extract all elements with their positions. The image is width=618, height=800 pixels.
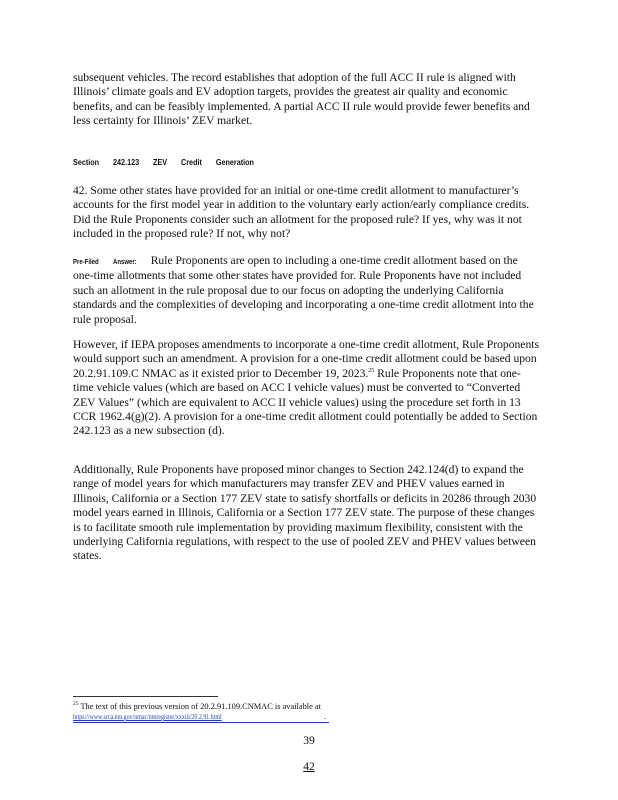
section-heading xyxy=(73,157,328,167)
footnote-link-underline xyxy=(73,722,329,723)
paragraph-iepa-amendment xyxy=(73,338,541,439)
filed-page-number-text: 42 xyxy=(303,760,315,773)
section-heading-word-generation: Generation xyxy=(215,157,254,167)
section-heading-number: 242.123 xyxy=(113,157,140,167)
question-text: Some other states have provided for an initial or one-time credit allotment to manufacturer’s accounts for the first model year in addition to the voluntary early action/early compliance credits. Did the Rule Proponents consider such an allotment for the proposed rule? If yes, why was it not included in the proposed rule? If not, why not? xyxy=(73,184,530,241)
footnote-link[interactable]: https://www.srca.nm.gov/nmac/nmregister/xxxiii/20.2.91.html xyxy=(73,713,222,721)
paragraph-iepa-amendment-part2: Rule Proponents note that one-time vehicle values (which are based on ACC I vehicle values) must be converted to “Converted ZEV Values” (which are equivalent to ACC II vehicle values) using the procedure set forth in 13 CCR 1962.4(g)(2). A provision for a one-time credit allotment could potentially be added to Section 242.123 as a new subsection (d). xyxy=(73,366,538,438)
footnote-trailing-period: . xyxy=(324,712,327,721)
footnote-line xyxy=(73,702,543,712)
footnote-separator xyxy=(73,696,218,697)
section-heading-word-zev: ZEV xyxy=(153,157,168,167)
question-number: 42. xyxy=(73,184,88,197)
section-heading-label: Section xyxy=(73,157,100,167)
paragraph-acc-ii-benefits: subsequent vehicles. The record establishes that adoption of the full ACC II rule is aligned with Illinois’ climate goals and EV adoption targets, provides the greatest air quality and economic benefits, and can be feasibly implemented. A partial ACC II rule would provide fewer benefits and less certainty for Illinois’ ZEV market. xyxy=(73,71,530,128)
pre-filed-answer xyxy=(73,254,541,327)
footnote-number: 25 xyxy=(73,701,79,708)
footnote-reference[interactable]: 25 xyxy=(368,367,375,374)
answer-label-prefiled: Pre-Filed xyxy=(73,257,99,266)
paragraph-pooled-values: Additionally, Rule Proponents have proposed minor changes to Section 242.124(d) to expand the range of model years for which manufacturers may transfer ZEV and PHEV values earned in Illinois, California or a Section 177 ZEV state to satisfy shortfalls or deficits in 20286 through 2030 model years earned in Illinois, California or a Section 177 ZEV state. The purpose of these changes is to facilitate smooth rule implementation by providing maximum flexibility, consistent with the underlying California regulations, with respect to the use of pooled ZEV and PHEV values between states. xyxy=(73,463,537,563)
paragraph-iepa-amendment-part1: However, if IEPA proposes amendments to incorporate a one-time credit allotment, Rule Proponents would support such an amendment. A provision for a one-time credit allotment could be based upon 20.2.91.109.C NMAC as it existed prior to December 19, 2023. xyxy=(73,338,539,380)
footnote xyxy=(73,702,543,722)
footnote-text: The text of this previous version of 20.2.91.109.CNMAC is available at xyxy=(78,702,321,711)
question-42 xyxy=(73,184,541,242)
answer-label-answer: Answer: xyxy=(113,257,137,266)
printed-page-number: 39 xyxy=(303,734,315,747)
answer-text: Rule Proponents are open to including a one-time credit allotment based on the one-time allotments that some other states have provided for. Rule Proponents have not included such an allotment in the rule proposal due to our focus on adopting the underlying California standards and the complexities of developing and incorporating a one-time credit allotment into the rule proposal. xyxy=(73,254,534,326)
filed-page-number xyxy=(0,760,618,773)
section-heading-word-credit: Credit xyxy=(181,157,202,167)
